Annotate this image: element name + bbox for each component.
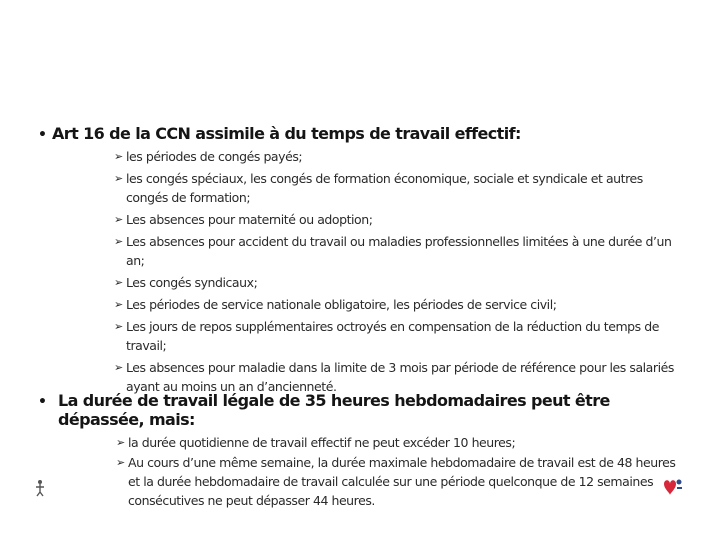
- arrow-bullet-icon: ➢: [114, 320, 123, 333]
- arrow-bullet-icon: ➢: [114, 276, 123, 289]
- section-duree-travail: [38, 391, 688, 511]
- list-item-text: Les absences pour accident du travail ou maladies professionnelles limitées à une durée d’un an;: [126, 234, 672, 268]
- arrow-bullet-icon: ➢: [114, 150, 123, 163]
- arrow-bullet-icon: ➢: [114, 298, 123, 311]
- list-item: [114, 210, 684, 229]
- bullet-icon: •: [38, 127, 47, 143]
- item-list: [114, 147, 684, 396]
- arrow-bullet-icon: ➢: [114, 235, 123, 248]
- list-item: [114, 147, 684, 166]
- list-item-text: Au cours d’une même semaine, la durée maximale hebdomadaire de travail est de 48 heures et la durée hebdomadaire de travail calculée sur une période quelconque de 12 semaines consécutives ne peut dépasser 44 heures.: [128, 455, 676, 508]
- list-item-text: Les congés syndicaux;: [126, 275, 258, 290]
- section-heading: [38, 124, 688, 143]
- brand-logo-icon: [659, 476, 683, 498]
- item-list: [116, 433, 686, 510]
- list-item-text: les congés spéciaux, les congés de formation économique, sociale et syndicale et autres congés de formation;: [126, 171, 643, 205]
- list-item: [114, 169, 684, 207]
- arrow-bullet-icon: ➢: [116, 436, 125, 449]
- section-travail-effectif: [38, 124, 688, 399]
- list-item: [116, 453, 686, 510]
- arrow-bullet-icon: ➢: [114, 172, 123, 185]
- list-item-text: Les périodes de service nationale obligatoire, les périodes de service civil;: [126, 297, 557, 312]
- list-item-text: les périodes de congés payés;: [126, 149, 303, 164]
- list-item: [114, 295, 684, 314]
- list-item-text: Les jours de repos supplémentaires octroyés en compensation de la réduction du temps de travail;: [126, 319, 659, 353]
- heading-text: Art 16 de la CCN assimile à du temps de travail effectif:: [52, 124, 521, 143]
- arrow-bullet-icon: ➢: [116, 456, 125, 469]
- list-item-text: Les absences pour maternité ou adoption;: [126, 212, 373, 227]
- list-item: [114, 273, 684, 292]
- arrow-bullet-icon: ➢: [114, 213, 123, 226]
- bullet-icon: •: [38, 394, 47, 410]
- list-item: [114, 232, 684, 270]
- list-item-text: Les absences pour maladie dans la limite de 3 mois par période de référence pour les salariés ayant au moins un an d’ancienneté.: [126, 360, 674, 394]
- figure-logo-icon: [33, 479, 47, 497]
- section-heading: [38, 391, 688, 429]
- arrow-bullet-icon: ➢: [114, 361, 123, 374]
- list-item: [116, 433, 686, 452]
- list-item-text: la durée quotidienne de travail effectif ne peut excéder 10 heures;: [128, 435, 516, 450]
- heading-text: La durée de travail légale de 35 heures hebdomadaires peut être dépassée, mais:: [57, 391, 610, 429]
- list-item: [114, 317, 684, 355]
